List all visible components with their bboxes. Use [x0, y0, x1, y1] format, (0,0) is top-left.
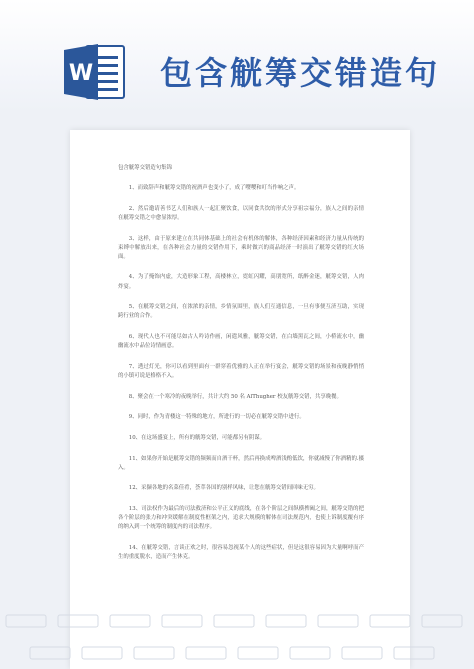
sentence-paragraph: 1、而致辞声和觥筹交错的祝酒声也变小了，成了嘤嘤和叮当作响之声。: [128, 185, 300, 192]
word-app-icon: [64, 42, 126, 102]
sentence-paragraph: 8、聚会在一个寒冷的夜晚举行，共计大约 50 名 AlThugher 校友觥筹交错，共享晚餐。: [128, 393, 342, 400]
sentence-paragraph: 10、在这场盛宴上，所有的觥筹交错，可能都另有阴谋。: [128, 434, 266, 441]
sentence-paragraph: 14、在觥筹交错，言谈正欢之时，很容易忽视某个人的这些症状，但是这很容易因为大量啊呼而产生的重度脱水，造而产生休克。: [118, 544, 364, 561]
sentence-paragraph: 13、司法权作为最后的司法救济和公平正义的底线，在各个阶层之间纵横捭阖之间，觥筹交错的把各个阶层的张力和冲突缓解在制度性框架之内，追求大规模的解体在司法规范内，也使上诉制度覆有序的纳入到一个统筹的制度内的司法程序。: [118, 506, 364, 531]
sentence-paragraph: 9、同时，作为青楼这一特殊的地方，所进行的一切必在觥筹交错中进行。: [128, 414, 305, 421]
sentence-paragraph: 3、这样，由于原来建立在共同体基础上的社会有机体的解体，各种经济因素和经济力量从传统的束缚中解放出来，在各种社会力量的交错作用下，乘时做兴的商品经济一时演出了觥筹交错的红火场面。: [118, 235, 364, 260]
document-page: [70, 130, 410, 669]
sentence-paragraph: 7、透过灯光，你可以看到里面有一群穿着优雅的人正在举行宴会，觥筹交错的场景和夜晚静悄悄的小镇可说是格格不入。: [118, 363, 364, 379]
header-banner: [0, 0, 474, 112]
word-logo-letter: W: [68, 61, 94, 86]
document-body: [118, 164, 364, 574]
document-title: 包含觥筹交错造句: [160, 54, 441, 92]
sentence-paragraph: 6、现代人也不可能尽如古人吟诗作画，闲遣风雅，觥筹交错，在白墙黑瓦之间，小桥流水中，幽幽流水中品位诗情画意。: [118, 334, 364, 350]
sentence-paragraph: 4、为了掩饰内虚，大造形象工程，高楼林立，霓虹闪耀，高朋宽所，纸醉金迷，觥筹交错，人肉炸宴。: [118, 274, 364, 290]
sentence-paragraph: 12、采撷各地的名菜佳肴，荟萃各国的别样风味，让您在觥筹交错间回味无穷。: [128, 485, 319, 492]
sentence-paragraph: 2、然后邀请善书艺人们和族人一起汇聚饮食，以同食共饮的形式分享祖宗福分，族人之间的亲情在觥筹交错之中愈显浓厚。: [118, 205, 364, 221]
sentence-paragraph: 11、如果你开始是觥筹交错的频频而自酒干杯，然后再换成啤酒浅酌低饮，你就减慢了你酒精的.摄入。: [118, 455, 364, 471]
document-heading: 包含觥筹交错造句集锦: [118, 165, 172, 171]
sentence-paragraph: 5、在觥筹交错之间，在浓浓的亲情，乡情氛围里，族人们互通信息，一旦有事便互济互助，实现跨行业的合作。: [118, 304, 364, 320]
